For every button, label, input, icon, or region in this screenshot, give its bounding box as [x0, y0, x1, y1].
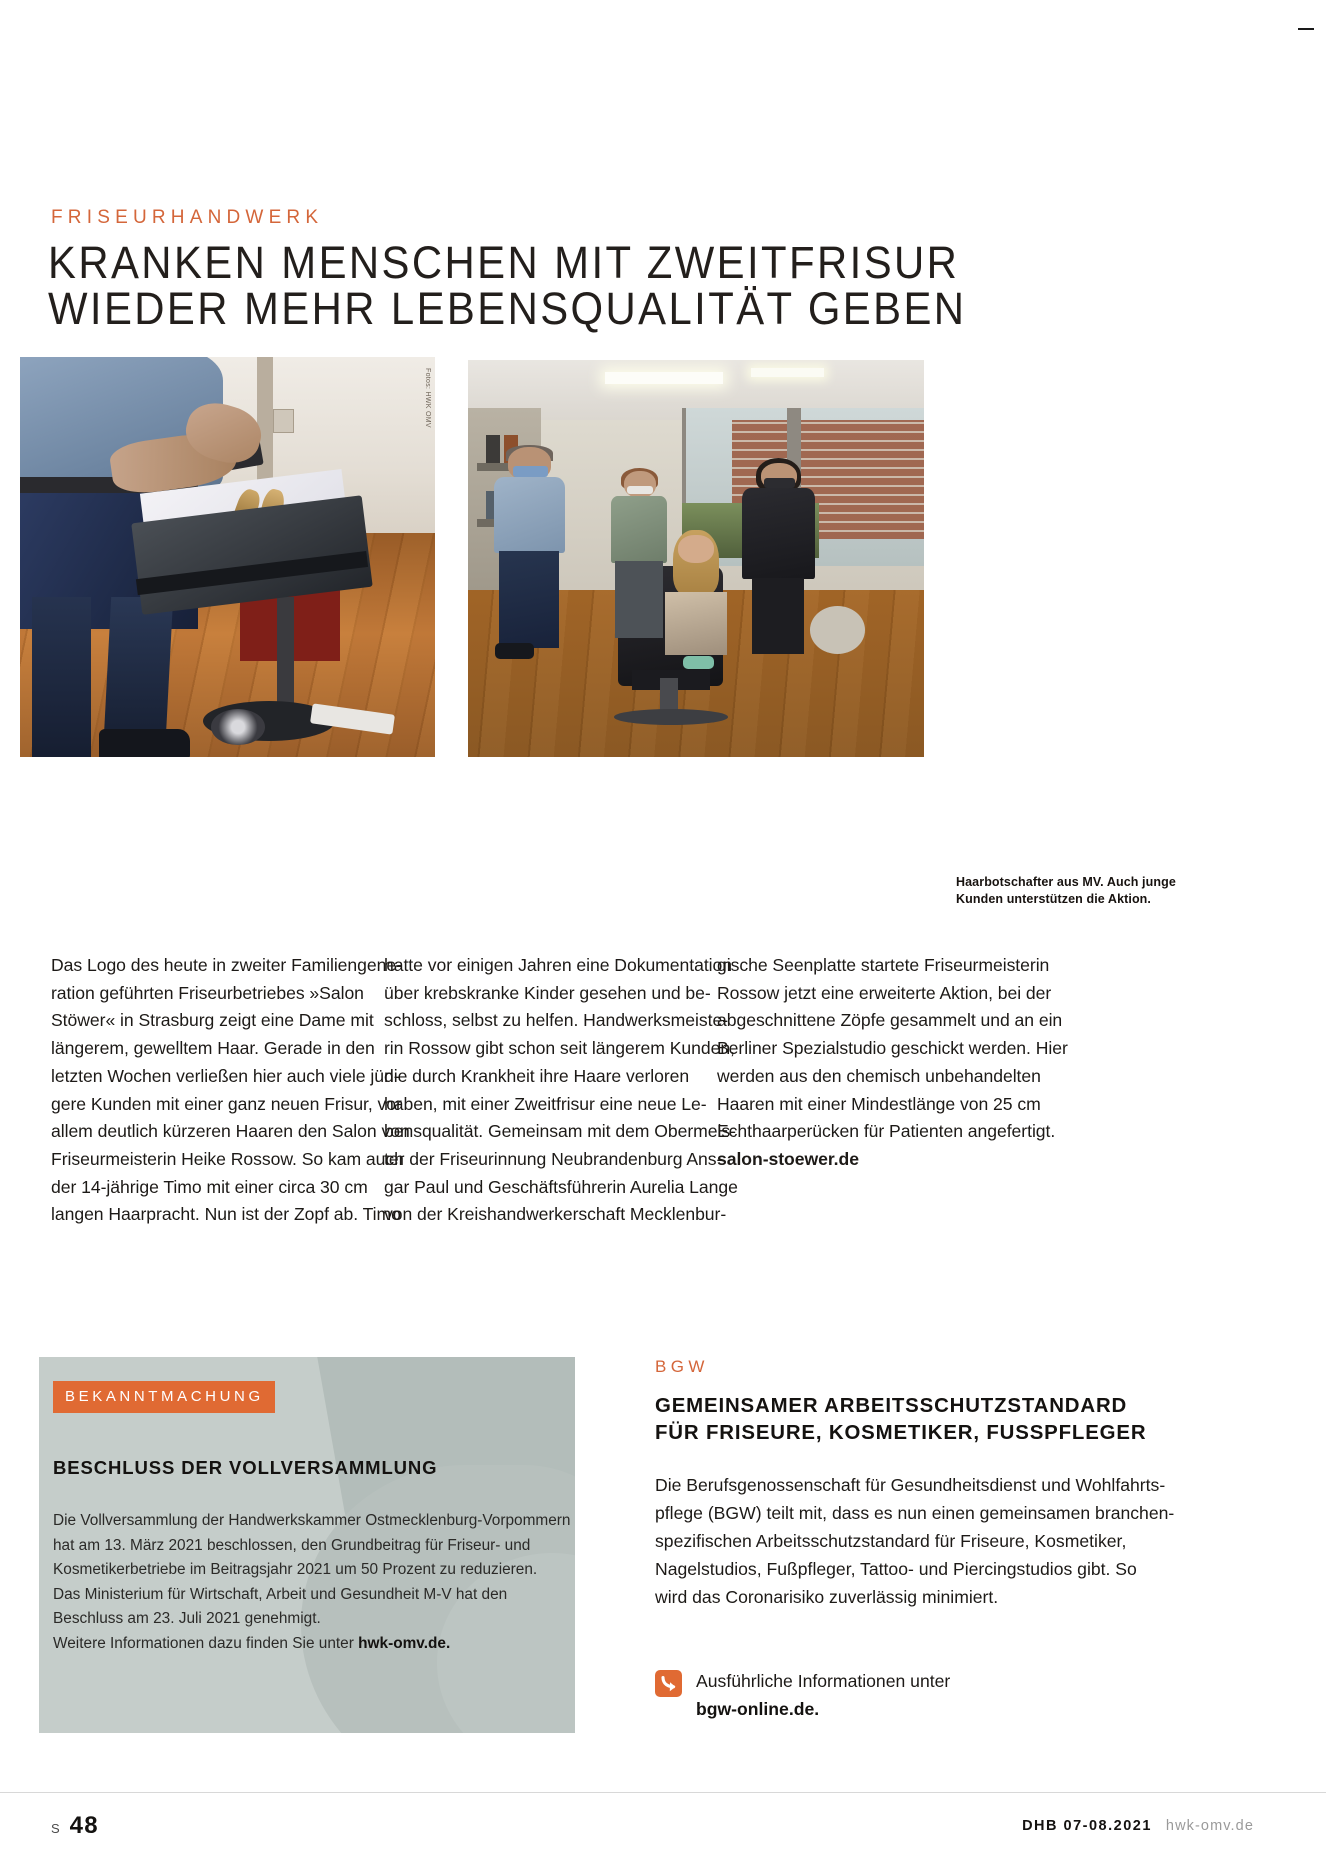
link-prefix: Weitere Informationen dazu finden Sie unter [53, 1634, 359, 1652]
body-line: Berliner Spezialstudio geschickt werden. Hier [717, 1038, 1068, 1059]
body-line: wird das Coronarisiko zuverlässig minimiert. [655, 1587, 999, 1607]
bgw-title-line-2: FÜR FRISEURE, KOSMETIKER, FUSSPFLEGER [655, 1422, 1147, 1444]
body-line: gische Seenplatte startete Friseurmeisterin [717, 955, 1050, 975]
footer-issue: DHB 07-08.2021 [1022, 1818, 1152, 1834]
section-kicker: FRISEURHANDWERK [51, 207, 324, 228]
body-line: der 14-jährige Timo mit einer circa 30 cm [51, 1176, 368, 1197]
caption-line-1: Haarbotschafter aus MV. Auch junge [956, 875, 1176, 889]
photo-haircut-strands [20, 357, 435, 757]
body-line: die durch Krankheit ihre Haare verloren [384, 1065, 690, 1086]
body-line: über krebskranke Kinder gesehen und be- [384, 982, 711, 1003]
curved-arrow-icon [655, 1670, 682, 1697]
bgw-website-link[interactable]: bgw-online.de. [696, 1699, 820, 1719]
body-line: Das Logo des heute in zweiter Familiengene- [51, 955, 402, 975]
bgw-link-text [696, 1667, 950, 1723]
headline-line-1: KRANKEN MENSCHEN MIT ZWEITFRISUR [48, 237, 960, 288]
article-column-2 [384, 952, 738, 1229]
body-line: ration geführten Friseurbetriebes »Salon [51, 982, 364, 1003]
body-line: längerem, gewelltem Haar. Gerade in den [51, 1038, 375, 1059]
salon-website-link[interactable]: salon-stoewer.de [717, 1148, 859, 1169]
headline-line-2: WIEDER MEHR LEBENSQUALITÄT GEBEN [48, 283, 967, 334]
body-line: pflege (BGW) teilt mit, dass es nun einen gemeinsamen branchen- [655, 1503, 1175, 1523]
body-line: Nagelstudios, Fußpfleger, Tattoo- und Piercingstudios gibt. So [655, 1559, 1137, 1579]
photo-caption [956, 874, 1206, 907]
body-line: Haaren mit einer Mindestlänge von 25 cm [717, 1093, 1041, 1114]
page-headline [48, 237, 978, 334]
body-line: schloss, selbst zu helfen. Handwerksmeiste- [384, 1010, 729, 1031]
announcement-badge: BEKANNTMACHUNG [53, 1381, 275, 1413]
body-line: Das Ministerium für Wirtschaft, Arbeit und Gesundheit M-V hat den [53, 1585, 508, 1603]
body-line: hatte vor einigen Jahren eine Dokumentation [384, 955, 732, 975]
body-line: Friseurmeisterin Heike Rossow. So kam auch [51, 1148, 404, 1169]
body-line: hat am 13. März 2021 beschlossen, den Grundbeitrag für Friseur- und [53, 1536, 531, 1554]
body-line: abgeschnittene Zöpfe gesammelt und an ein [717, 1010, 1063, 1031]
body-line: Echthaarperücken für Patienten angefertigt. [717, 1121, 1056, 1142]
body-line: Die Vollversammlung der Handwerkskammer Ostmecklenburg-Vorpommern [53, 1512, 571, 1529]
body-line: spezifischen Arbeitsschutzstandard für Friseure, Kosmetiker, [655, 1531, 1127, 1551]
body-line: Stöwer« in Strasburg zeigt eine Dame mit [51, 1010, 374, 1031]
body-line: werden aus den chemisch unbehandelten [717, 1065, 1041, 1086]
article-column-1 [51, 952, 410, 1229]
hwk-website-link[interactable]: hwk-omv.de. [358, 1634, 451, 1652]
body-line: langen Haarpracht. Nun ist der Zopf ab. Timo [51, 1204, 401, 1225]
body-line: letzten Wochen verließen hier auch viele jün- [51, 1065, 400, 1086]
bgw-kicker: BGW [655, 1357, 709, 1376]
body-line: haben, mit einer Zweitfrisur eine neue Le- [384, 1093, 707, 1114]
announcement-body [53, 1509, 571, 1657]
photo-salon-scene [468, 360, 924, 757]
footer-divider [0, 1792, 1326, 1793]
footer-page-prefix: S [51, 1821, 61, 1836]
footer-website[interactable]: hwk-omv.de [1165, 1818, 1254, 1834]
crop-mark [1298, 28, 1314, 30]
body-line-with-link [53, 1632, 553, 1657]
footer-page-marker [51, 1812, 99, 1840]
bgw-body [655, 1471, 1215, 1611]
body-line: gere Kunden mit einer ganz neuen Frisur, vor [51, 1093, 402, 1114]
bgw-link-label: Ausführliche Informationen unter [696, 1671, 951, 1691]
body-line: rin Rossow gibt schon seit längerem Kunden, [384, 1038, 735, 1059]
announcement-title: BESCHLUSS DER VOLLVERSAMMLUNG [53, 1457, 438, 1478]
body-line: Rossow jetzt eine erweiterte Aktion, bei der [717, 982, 1052, 1003]
body-line: bensqualität. Gemeinsam mit dem Obermeis- [384, 1121, 736, 1142]
body-line: allem deutlich kürzeren Haaren den Salon von [51, 1121, 410, 1142]
announcement-box [39, 1357, 575, 1733]
photo-credit: Fotos: HWK OMV [424, 368, 431, 428]
page-number: 48 [69, 1812, 99, 1839]
body-line: von der Kreishandwerkerschaft Mecklenbur- [384, 1204, 727, 1225]
body-line: Kosmetikerbetriebe im Beitragsjahr 2021 um 50 Prozent zu reduzieren. [53, 1561, 538, 1579]
bgw-link-row[interactable] [655, 1667, 950, 1723]
bgw-title-line-1: GEMEINSAMER ARBEITSSCHUTZSTANDARD [655, 1395, 1128, 1417]
body-line: Beschluss am 23. Juli 2021 genehmigt. [53, 1610, 321, 1628]
body-line: Die Berufsgenossenschaft für Gesundheitsdienst und Wohlfahrts- [655, 1475, 1166, 1495]
footer-meta [1022, 1818, 1254, 1834]
body-line: gar Paul und Geschäftsführerin Aurelia Lange [384, 1176, 738, 1197]
bgw-section [655, 1357, 1215, 1719]
article-column-3 [717, 952, 1068, 1174]
caption-line-2: Kunden unterstützen die Aktion. [956, 891, 1151, 906]
bgw-title [655, 1393, 1215, 1447]
body-line: ter der Friseurinnung Neubrandenburg Ans- [384, 1148, 723, 1169]
